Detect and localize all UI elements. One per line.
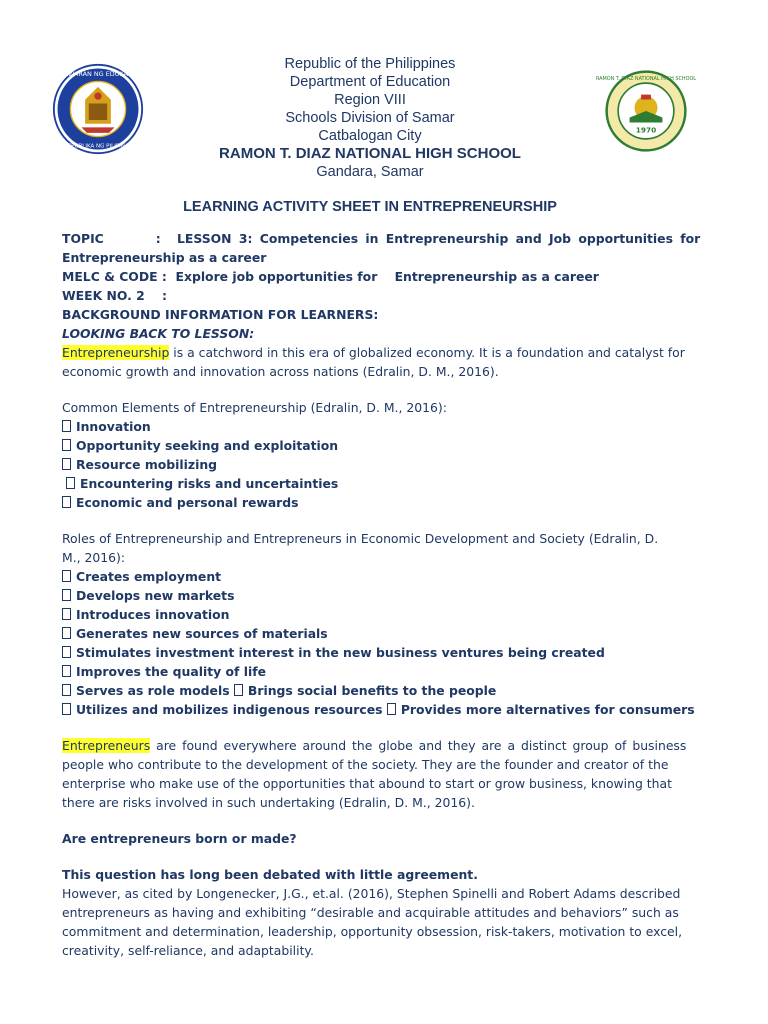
bullet-box-icon: [62, 496, 71, 508]
bullet-box-icon: [234, 684, 243, 696]
deped-seal-logo: [52, 63, 144, 155]
list-item-text: Encountering risks and uncertainties: [80, 476, 339, 491]
bullet-box-icon: [62, 646, 71, 658]
list-item: [62, 605, 678, 624]
bullet-box-icon: [387, 703, 396, 715]
list-item-text: Stimulates investment interest in the new business ventures being created: [76, 645, 605, 660]
list-item: [62, 455, 678, 474]
bullet-box-icon: [62, 665, 71, 677]
question-heading: Are entrepreneurs born or made?: [62, 831, 297, 846]
header-division: Schools Division of Samar: [285, 110, 455, 126]
header-region: Region VIII: [334, 92, 406, 108]
list-item-text: Innovation: [76, 419, 151, 434]
list-item: [62, 586, 678, 605]
school-name: RAMON T. DIAZ NATIONAL HIGH SCHOOL: [219, 145, 521, 162]
bullet-box-icon: [62, 684, 71, 696]
list-item-text: Introduces innovation: [76, 607, 230, 622]
list-item-text: Provides more alternatives for consumers: [400, 702, 695, 717]
list-item: [62, 417, 678, 436]
background-heading: BACKGROUND INFORMATION FOR LEARNERS:: [62, 307, 379, 322]
svg-text:KAGAWARAN NG EDUKASYON: KAGAWARAN NG EDUKASYON: [50, 69, 146, 78]
letterhead: [170, 55, 570, 181]
list-item-text: Serves as role models: [76, 683, 230, 698]
paragraph-text: people who contribute to the development of the society. They are the founder and creator of the: [62, 757, 669, 772]
list-item: [62, 643, 678, 662]
header-city: Catbalogan City: [318, 128, 422, 144]
elements-list: [62, 417, 678, 512]
list-item: [62, 436, 678, 455]
list-item-text: Creates employment: [76, 569, 222, 584]
svg-text:RAMON T. DIAZ NATIONAL HIGH SC: RAMON T. DIAZ NATIONAL HIGH SCHOOL: [595, 75, 697, 82]
document-body: [62, 229, 701, 960]
list-item: [62, 493, 678, 512]
list-item: [62, 700, 695, 719]
list-item: [62, 567, 678, 586]
list-item-text: Utilizes and mobilizes indigenous resources: [76, 702, 383, 717]
bullet-box-icon: [62, 570, 71, 582]
svg-text:REPUBLIKA NG PILIPINAS: REPUBLIKA NG PILIPINAS: [63, 143, 133, 150]
paragraph-text: creativity, self-reliance, and adaptability.: [62, 943, 314, 958]
paragraph-text: However, as cited by Longenecker, J.G., et.al. (2016), Stephen Spinelli and Robert Adams described: [62, 886, 681, 901]
topic-continued: Entrepreneurship as a career: [62, 250, 267, 265]
list-item-text: Economic and personal rewards: [76, 495, 299, 510]
document-title: LEARNING ACTIVITY SHEET IN ENTREPRENEURSHIP: [183, 199, 557, 215]
paragraph-text: there are risks involved in such undertaking (Edralin, D. M., 2016).: [62, 795, 475, 810]
roles-heading-continued: M., 2016):: [62, 550, 126, 565]
paragraph-text: are found everywhere around the globe and they are a distinct group of business: [150, 738, 687, 753]
topic-colon: :: [155, 231, 161, 246]
list-item-text: Generates new sources of materials: [76, 626, 328, 641]
list-item-text: Improves the quality of life: [76, 664, 267, 679]
bullet-box-icon: [62, 627, 71, 639]
paragraph-entrepreneurs: [62, 736, 687, 755]
topic-line: [62, 229, 701, 248]
topic-text: LESSON 3: Competencies in Entrepreneurship and Job opportunities for: [177, 231, 701, 246]
school-seal-logo: [595, 70, 697, 152]
week-number: WEEK NO. 2 :: [62, 288, 167, 303]
highlight-entrepreneurs: Entrepreneurs: [62, 738, 151, 753]
svg-text:1970: 1970: [635, 125, 657, 135]
melc-code: MELC & CODE : Explore job opportunities for Entrepreneurship as a career: [62, 269, 599, 284]
list-item-text: Develops new markets: [76, 588, 235, 603]
bullet-box-icon: [62, 589, 71, 601]
elements-heading: Common Elements of Entrepreneurship (Edralin, D. M., 2016):: [62, 400, 447, 415]
paragraph-text: enterprise who make use of the opportunities that abound to start or grow business, knowing that: [62, 776, 672, 791]
bullet-box-icon: [62, 608, 71, 620]
looking-back-heading: LOOKING BACK TO LESSON:: [62, 326, 255, 341]
bullet-box-icon: [62, 439, 71, 451]
list-item-text: Brings social benefits to the people: [247, 683, 497, 698]
paragraph-text: entrepreneurs as having and exhibiting “desirable and acquirable attitudes and behaviors” such as: [62, 905, 679, 920]
paragraph-text: economic growth and innovation across nations (Edralin, D. M., 2016).: [62, 364, 499, 379]
bullet-box-icon: [62, 458, 71, 470]
list-item-text: Resource mobilizing: [76, 457, 218, 472]
list-item: [62, 681, 678, 700]
list-item: [62, 624, 678, 643]
topic-label: TOPIC: [62, 231, 104, 246]
paragraph-text: is a catchword in this era of globalized economy. It is a foundation and catalyst for: [169, 345, 685, 360]
paragraph-text: commitment and determination, leadership, opportunity obsession, risk-takers, motivation to excel,: [62, 924, 683, 939]
list-item: [62, 662, 678, 681]
roles-heading: Roles of Entrepreneurship and Entrepreneurs in Economic Development and Society (Edralin, D.: [62, 531, 659, 546]
highlight-entrepreneurship: Entrepreneurship: [62, 345, 170, 360]
bullet-box-icon: [66, 477, 75, 489]
roles-list: [62, 567, 695, 719]
header-department: Department of Education: [289, 74, 451, 90]
header-republic: Republic of the Philippines: [284, 56, 456, 72]
list-item: [62, 474, 678, 493]
debate-statement: This question has long been debated with little agreement.: [62, 867, 478, 882]
school-location: Gandara, Samar: [316, 164, 424, 180]
bullet-box-icon: [62, 420, 71, 432]
paragraph-entrepreneurship: [62, 343, 685, 362]
bullet-box-icon: [62, 703, 71, 715]
list-item-text: Opportunity seeking and exploitation: [76, 438, 339, 453]
